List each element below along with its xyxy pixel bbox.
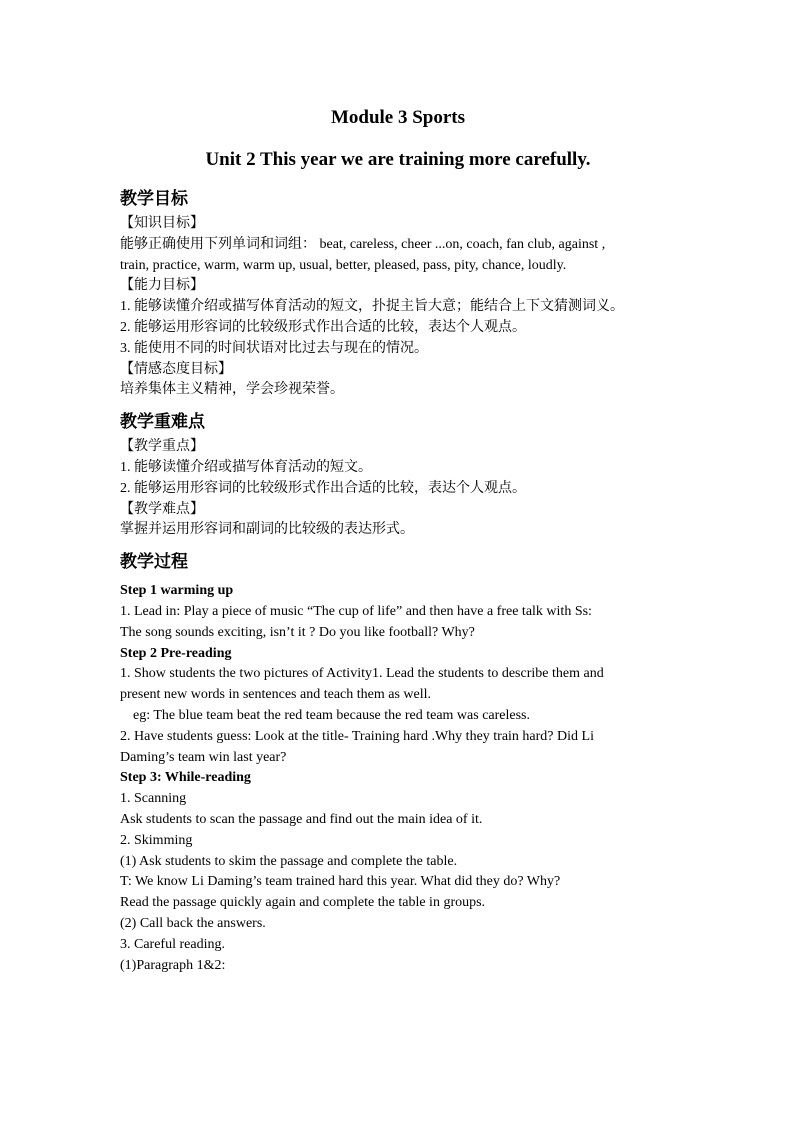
careful-reading-label: 3. Careful reading. bbox=[120, 936, 225, 952]
process-line: 1. Lead in: Play a piece of music “The cup of life” and then have a free talk with Ss: bbox=[120, 603, 592, 619]
ability-item: 2. 能够运用形容词的比较级形式作出合适的比较，表达个人观点。 bbox=[120, 319, 526, 335]
process-line: (2) Call back the answers. bbox=[120, 915, 266, 931]
ability-label: 【能力目标】 bbox=[120, 278, 204, 294]
focus-label: 【教学重点】 bbox=[120, 439, 204, 455]
attitude-text: 培养集体主义精神，学会珍视荣誉。 bbox=[120, 382, 344, 398]
module-title: Module 3 Sports bbox=[330, 107, 466, 128]
paragraph-label: (1)Paragraph 1&2: bbox=[120, 957, 226, 973]
process-line: The song sounds exciting, isn’t it ? Do you like football? Why? bbox=[120, 624, 475, 640]
process-line: (1) Ask students to skim the passage and complete the table. bbox=[120, 853, 458, 869]
process-line: T: We know Li Daming’s team trained hard this year. What did they do? Why? bbox=[120, 874, 561, 890]
difficulty-text: 掌握并运用形容词和副词的比较级的表达形式。 bbox=[120, 522, 414, 538]
process-line: present new words in sentences and teach them as well. bbox=[120, 687, 432, 703]
step-title: Step 1 warming up bbox=[120, 583, 234, 599]
knowledge-label: 【知识目标】 bbox=[120, 216, 204, 231]
difficulty-label: 【教学难点】 bbox=[120, 501, 204, 517]
process-line: 1. Show students the two pictures of Activity1. Lead the students to describe them and bbox=[120, 666, 604, 682]
step-title: Step 3: While-reading bbox=[120, 770, 251, 786]
process-line: Ask students to scan the passage and find out the main idea of it. bbox=[120, 811, 483, 827]
knowledge-line: 能够正确使用下列单词和词组： beat, careless, cheer ...on, coach, fan club, against , bbox=[120, 236, 606, 252]
skimming-label: 2. Skimming bbox=[120, 832, 193, 848]
knowledge-line: train, practice, warm, warm up, usual, better, pleased, pass, pity, chance, loudly. bbox=[120, 257, 567, 273]
process-heading: 教学过程 bbox=[120, 552, 188, 572]
attitude-label: 【情感态度目标】 bbox=[120, 361, 232, 377]
ability-item: 1. 能够读懂介绍或描写体育活动的短文，扑捉主旨大意；能结合上下文猜测词义。 bbox=[120, 299, 624, 315]
process-line: Read the passage quickly again and complete the table in groups. bbox=[120, 895, 486, 911]
scanning-label: 1. Scanning bbox=[120, 791, 187, 807]
focus-item: 1. 能够读懂介绍或描写体育活动的短文。 bbox=[120, 459, 372, 475]
document-body bbox=[120, 104, 676, 976]
example-line: eg: The blue team beat the red team because the red team was careless. bbox=[133, 707, 530, 723]
objectives-heading: 教学目标 bbox=[120, 189, 188, 208]
focus-item: 2. 能够运用形容词的比较级形式作出合适的比较，表达个人观点。 bbox=[120, 480, 526, 496]
process-line: Daming’s team win last year? bbox=[120, 749, 287, 765]
key-points-heading: 教学重难点 bbox=[120, 412, 205, 432]
unit-title: Unit 2 This year we are training more carefully. bbox=[205, 149, 591, 170]
ability-item: 3. 能使用不同的时间状语对比过去与现在的情况。 bbox=[120, 340, 428, 356]
process-line: 2. Have students guess: Look at the title- Training hard .Why they train hard? Did Li bbox=[120, 728, 594, 744]
step-title: Step 2 Pre-reading bbox=[120, 645, 232, 661]
